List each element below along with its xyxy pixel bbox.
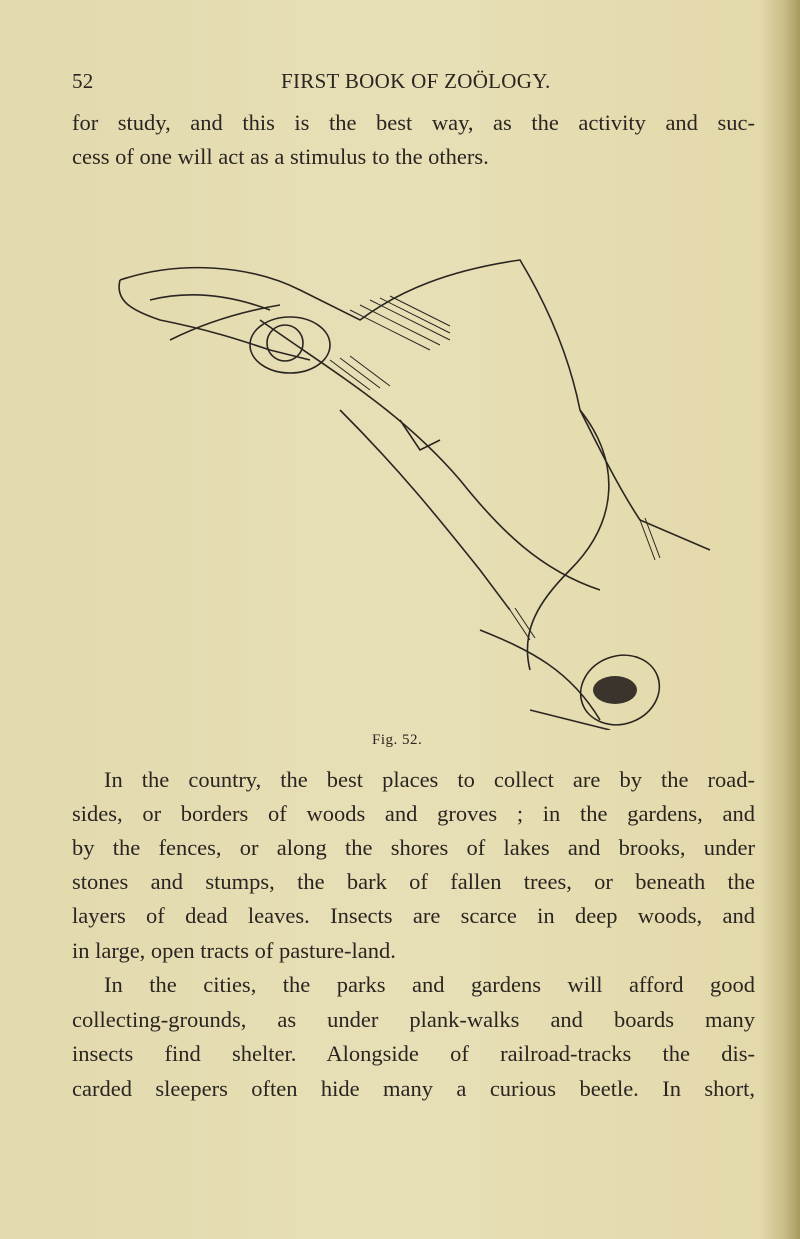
text-line: in large, open tracts of pasture-land. xyxy=(72,938,396,963)
text-line: carded sleepers often hide many a curious beetle. In short, xyxy=(72,1076,755,1101)
text-line: stones and stumps, the bark of fallen trees, or beneath the xyxy=(72,869,755,894)
text-line: layers of dead leaves. Insects are scarce in deep woods, and xyxy=(72,903,755,928)
figure-caption: Fig. 52. xyxy=(372,732,423,748)
text-line: In the cities, the parks and gardens will afford good xyxy=(104,972,755,997)
figure-illustration xyxy=(100,250,740,730)
text-line: for study, and this is the best way, as the activity and suc- xyxy=(72,110,755,135)
running-title: FIRST BOOK OF ZOÖLOGY. xyxy=(281,69,551,93)
text-line: insects find shelter. Alongside of railroad-tracks the dis- xyxy=(72,1041,755,1066)
text-line: collecting-grounds, as under plank-walks and boards many xyxy=(72,1007,755,1032)
text-line: by the fences, or along the shores of lakes and brooks, under xyxy=(72,835,755,860)
text-line: In the country, the best places to collect are by the road- xyxy=(104,767,755,792)
text-line: sides, or borders of woods and groves ; in the gardens, and xyxy=(72,801,755,826)
page-number: 52 xyxy=(72,69,94,93)
text-line: cess of one will act as a stimulus to the others. xyxy=(72,144,489,169)
